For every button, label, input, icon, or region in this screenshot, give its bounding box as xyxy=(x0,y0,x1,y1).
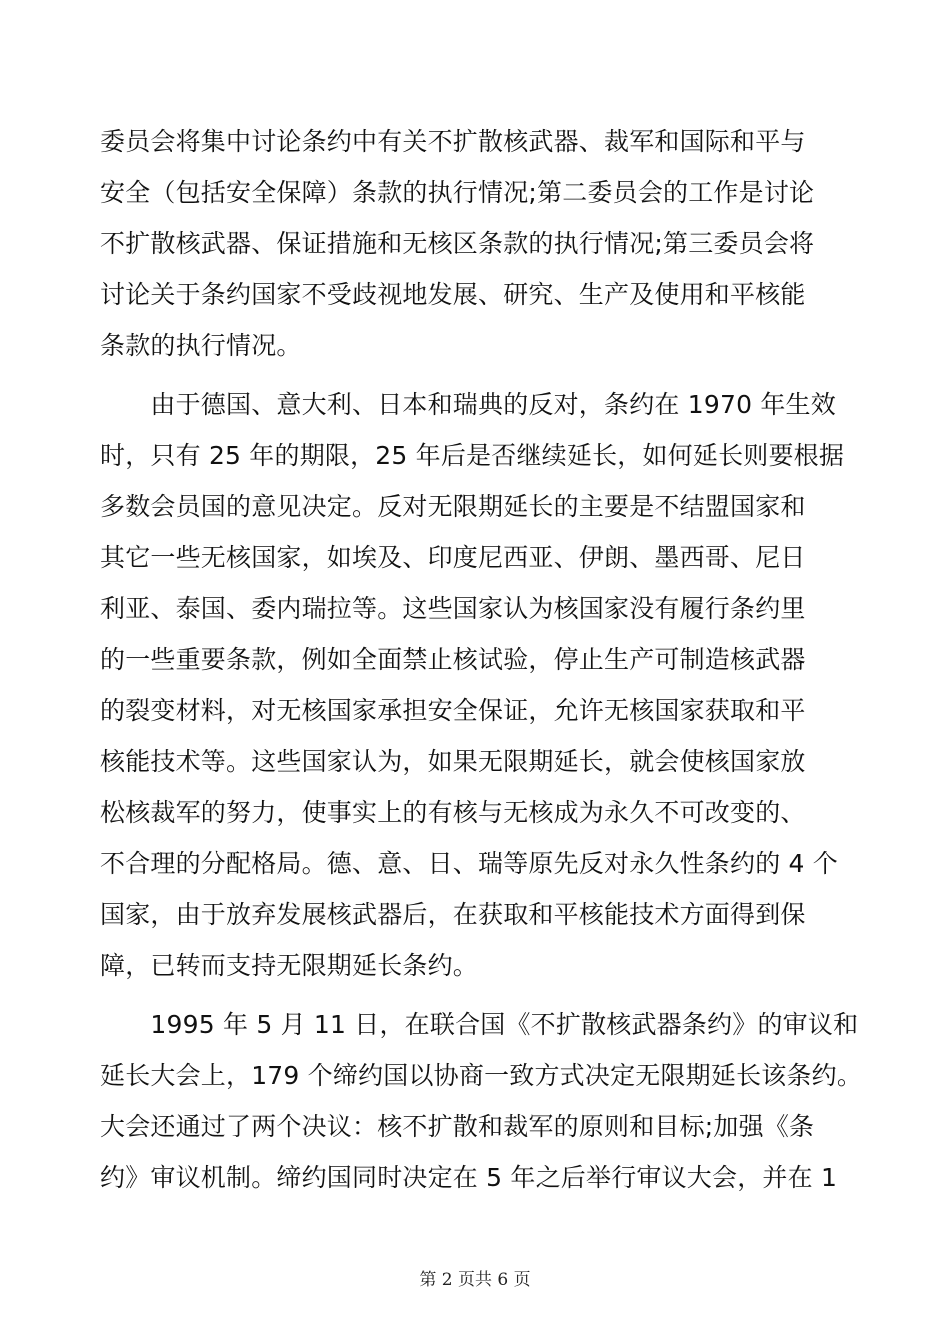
paragraph-committees xyxy=(100,116,860,371)
text-line: 1995 年 5 月 11 日，在联合国《不扩散核武器条约》的审议和 xyxy=(100,1010,859,1039)
text-line: 国家，由于放弃发展核武器后，在获取和平核能技术方面得到保 xyxy=(100,900,806,929)
text-line: 安全（包括安全保障）条款的执行情况;第二委员会的工作是讨论 xyxy=(100,178,815,207)
text-line: 延长大会上，179 个缔约国以协商一致方式决定无限期延长该条约。 xyxy=(100,1061,863,1090)
page-number-footer: 第 2 页共 6 页 xyxy=(419,1270,531,1290)
text-line: 的裂变材料，对无核国家承担安全保证，允许无核国家获取和平 xyxy=(100,696,806,725)
text-line: 其它一些无核国家，如埃及、印度尼西亚、伊朗、墨西哥、尼日 xyxy=(100,543,806,572)
paragraph-spacer xyxy=(100,991,860,999)
text-line: 大会还通过了两个决议：核不扩散和裁军的原则和目标;加强《条 xyxy=(100,1112,815,1141)
text-line: 不扩散核武器、保证措施和无核区条款的执行情况;第三委员会将 xyxy=(100,229,815,258)
paragraph-spacer xyxy=(100,371,860,379)
text-line: 的一些重要条款，例如全面禁止核试验，停止生产可制造核武器 xyxy=(100,645,806,674)
paragraph-1995-conference xyxy=(100,999,863,1203)
text-line: 障，已转而支持无限期延长条约。 xyxy=(100,951,479,980)
text-line: 条款的执行情况。 xyxy=(100,331,302,360)
text-line: 松核裁军的努力，使事实上的有核与无核成为永久不可改变的、 xyxy=(100,798,806,827)
text-line: 核能技术等。这些国家认为，如果无限期延长，就会使核国家放 xyxy=(100,747,806,776)
text-line: 由于德国、意大利、日本和瑞典的反对，条约在 1970 年生效 xyxy=(100,390,836,419)
text-line: 讨论关于条约国家不受歧视地发展、研究、生产及使用和平核能 xyxy=(100,280,806,309)
text-line: 时，只有 25 年的期限，25 年后是否继续延长，如何延长则要根据 xyxy=(100,441,845,470)
document-body xyxy=(100,116,863,1203)
text-line: 约》审议机制。缔约国同时决定在 5 年之后举行审议大会，并在 1 xyxy=(100,1163,838,1192)
text-line: 不合理的分配格局。德、意、日、瑞等原先反对永久性条约的 4 个 xyxy=(100,849,839,878)
text-line: 委员会将集中讨论条约中有关不扩散核武器、裁军和国际和平与 xyxy=(100,127,806,156)
text-line: 利亚、泰国、委内瑞拉等。这些国家认为核国家没有履行条约里 xyxy=(100,594,806,623)
paragraph-term-extension xyxy=(100,379,860,991)
text-line: 多数会员国的意见决定。反对无限期延长的主要是不结盟国家和 xyxy=(100,492,806,521)
